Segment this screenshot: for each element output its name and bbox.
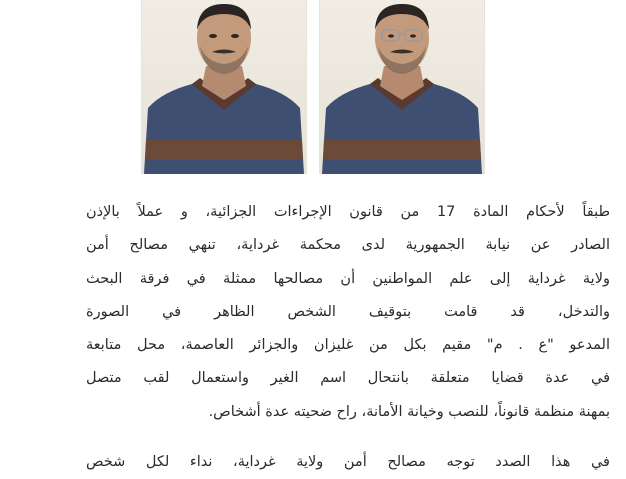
paragraph-1-line: والتدخل، قد قامت بتوقيف الشخص الظاهر في الصورة [86,303,610,320]
paragraph-1 [86,196,610,429]
paragraph-2-line: في هذا الصدد توجه مصالح أمن ولاية غرداية، نداء لكل شخص [86,454,610,471]
paragraph-1-line: الصادر عن نيابة الجمهورية لدى محكمة غرداية، تنهي مصالح أمن [86,237,610,254]
paragraph-1-line: في عدة قضايا متعلقة بانتحال اسم الغير واستعمال لقب متصل [86,370,610,387]
suspect-photos [0,0,626,180]
suspect-photo-with-glasses [319,0,485,174]
article-body [86,196,610,479]
suspect-photo-without-glasses [141,0,307,174]
paragraph-spacer [86,429,610,446]
paragraph-1-line: المدعو "ع . م" مقيم بكل من غليزان والجزائر العاصمة، محل متابعة [86,337,610,354]
paragraph-1-line: طبقاً لأحكام المادة 17 من قانون الإجراءات الجزائية، و عملاً بالإذن [86,204,610,220]
paragraph-1-line: ولاية غرداية إلى علم المواطنين أن مصالحها ممثلة في فرقة البحث [86,270,610,287]
paragraph-2 [86,446,610,479]
paragraph-1-line: بمهنة منظمة قانوناً، للنصب وخيانة الأمانة، راح ضحيته عدة أشخاص. [208,403,610,420]
